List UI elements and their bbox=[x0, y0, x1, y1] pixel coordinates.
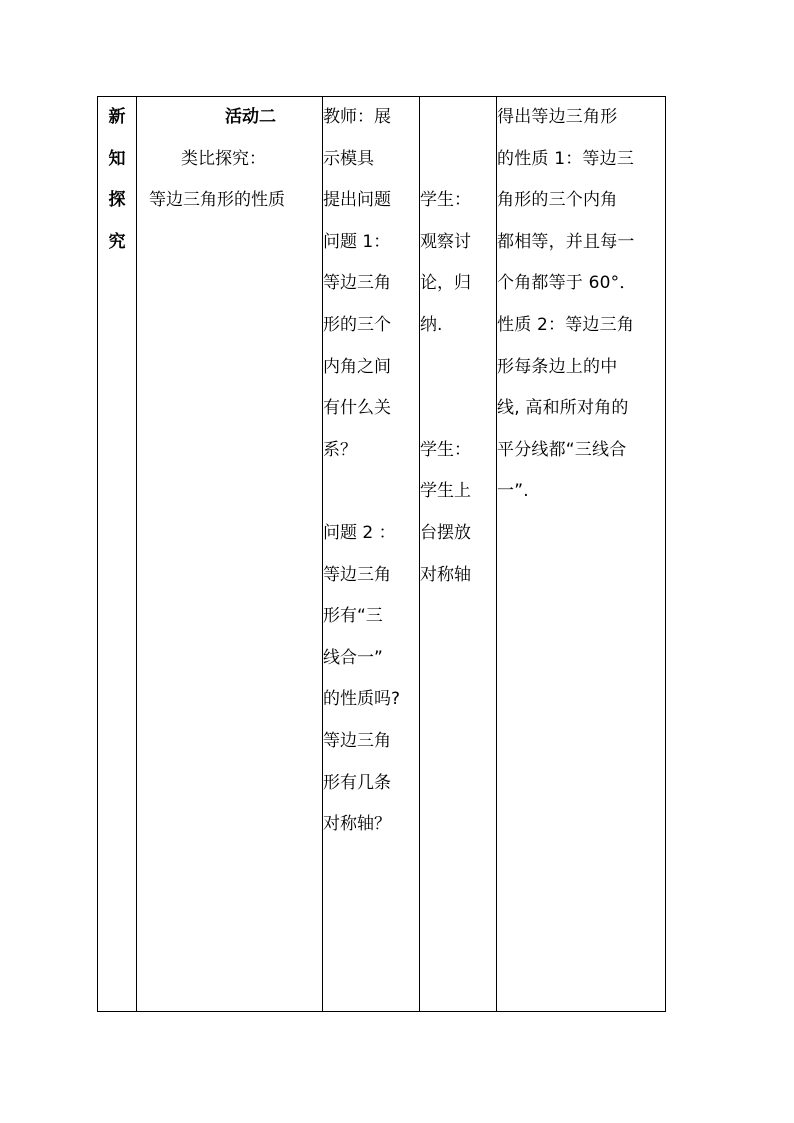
conclusion-line: 平分线都“三线合 bbox=[497, 439, 627, 460]
student-line: 台摆放 bbox=[420, 522, 471, 543]
student-line: 论，归 bbox=[420, 273, 471, 294]
section-cell bbox=[98, 97, 137, 1012]
teacher-line: 等边三角 bbox=[323, 273, 391, 294]
spacer bbox=[420, 97, 496, 139]
teacher-line bbox=[323, 471, 419, 513]
section-char: 探 bbox=[108, 190, 126, 211]
student-line: 观察讨 bbox=[420, 231, 471, 252]
activity-cell bbox=[137, 97, 323, 1012]
conclusion-line: 得出等边三角形 bbox=[497, 107, 618, 127]
conclusion-line: 形每条边上的中 bbox=[497, 356, 618, 377]
teacher-line: 内角之间 bbox=[323, 356, 391, 377]
teacher-line: 问题 2 ： bbox=[323, 522, 396, 543]
teacher-line: 对称轴？ bbox=[323, 814, 391, 835]
teacher-line: 系？ bbox=[323, 439, 357, 460]
conclusion-line: 都相等，并且每一 bbox=[497, 231, 635, 252]
section-char: 新 bbox=[108, 107, 126, 127]
section-char: 知 bbox=[108, 148, 126, 169]
student-line: 纳. bbox=[420, 314, 443, 335]
conclusion-cell bbox=[497, 97, 666, 1012]
teacher-line: 形有“三 bbox=[323, 606, 383, 627]
activity-topic: 等边三角形的性质 bbox=[149, 190, 285, 211]
lesson-table bbox=[97, 96, 666, 1012]
student-line: 对称轴 bbox=[420, 564, 471, 585]
student-line: 学生上 bbox=[420, 481, 471, 502]
teacher-line: 教师：展 bbox=[323, 107, 391, 127]
teacher-line: 形的三个 bbox=[323, 314, 391, 335]
spacer bbox=[420, 139, 496, 181]
section-char: 究 bbox=[108, 231, 126, 252]
teacher-cell bbox=[323, 97, 420, 1012]
spacer bbox=[420, 388, 496, 430]
teacher-line: 提出问题 bbox=[323, 190, 391, 211]
conclusion-line: 一”. bbox=[497, 481, 529, 502]
teacher-line: 问题 1： bbox=[323, 231, 391, 252]
teacher-line: 有什么关 bbox=[323, 398, 391, 419]
table-row bbox=[98, 97, 666, 1012]
teacher-line: 形有几条 bbox=[323, 772, 391, 793]
teacher-line: 线合一” bbox=[323, 647, 383, 668]
teacher-line: 等边三角 bbox=[323, 564, 391, 585]
activity-subtitle: 类比探究： bbox=[181, 148, 266, 169]
conclusion-line: 性质 2：等边三角 bbox=[497, 314, 635, 335]
teacher-line: 示模具 bbox=[323, 148, 374, 169]
student-line: 学生： bbox=[420, 439, 471, 460]
activity-title: 活动二 bbox=[225, 107, 276, 127]
conclusion-line: 线, 高和所对角的 bbox=[497, 398, 629, 419]
student-cell bbox=[420, 97, 497, 1012]
student-line: 学生： bbox=[420, 190, 471, 211]
conclusion-line: 的性质 1：等边三 bbox=[497, 148, 635, 169]
conclusion-line: 个角都等于 60°． bbox=[497, 273, 637, 294]
spacer bbox=[420, 347, 496, 389]
teacher-line: 的性质吗? bbox=[323, 689, 401, 710]
conclusion-line: 角形的三个内角 bbox=[497, 190, 618, 211]
teacher-line: 等边三角 bbox=[323, 730, 391, 751]
